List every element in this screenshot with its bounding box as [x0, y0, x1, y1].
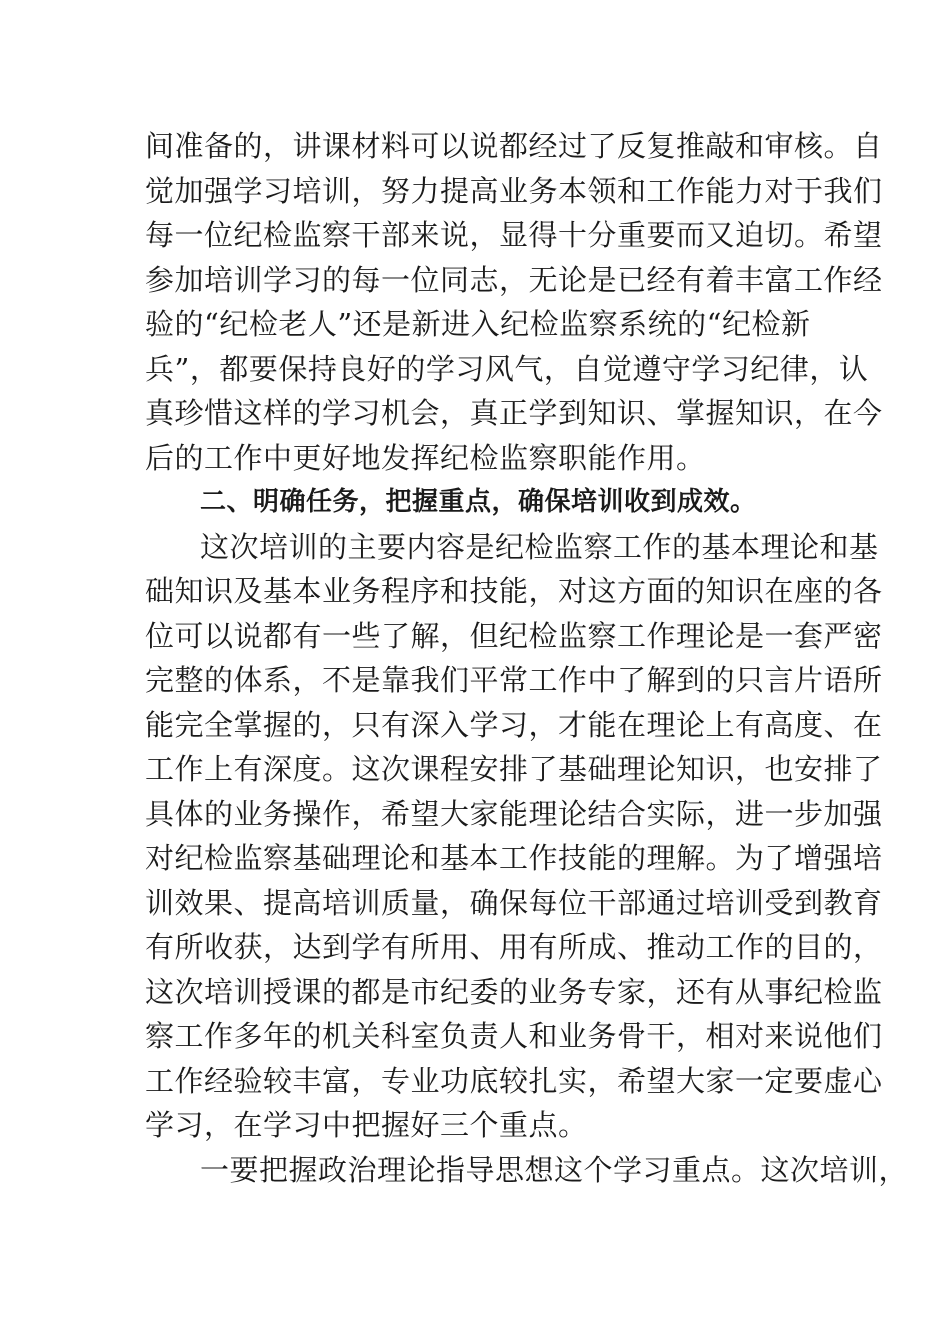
body-text-line: 后的工作中更好地发挥纪检监察职能作用。: [145, 440, 706, 475]
body-text-line: 有所收获，达到学有所用、用有所成、推动工作的目的，: [145, 930, 883, 964]
body-text-line: 具体的业务操作，希望大家能理论结合实际，进一步加强: [145, 796, 883, 831]
body-text-line: 验的“纪检老人”还是新进入纪检监察系统的“纪检新: [145, 307, 811, 341]
body-text-line: 学习，在学习中把握好三个重点。: [145, 1108, 588, 1142]
section-heading: 二、明确任务，把握重点，确保培训收到成效。: [200, 487, 757, 517]
body-text-line: 间准备的，讲课材料可以说都经过了反复推敲和审核。自: [145, 129, 883, 163]
body-text-line: 这次培训授课的都是市纪委的业务专家，还有从事纪检监: [145, 974, 883, 1009]
body-text-line: 每一位纪检监察干部来说，显得十分重要而又迫切。希望: [145, 218, 883, 252]
body-text-line: 参加培训学习的每一位同志，无论是已经有着丰富工作经: [145, 262, 883, 297]
body-text-line: 真珍惜这样的学习机会，真正学到知识、掌握知识，在今: [145, 396, 883, 430]
body-text-line: 工作经验较丰富，专业功底较扎实，希望大家一定要虚心: [145, 1063, 883, 1098]
body-text-line: 工作上有深度。这次课程安排了基础理论知识，也安排了: [145, 752, 883, 786]
body-text-line: 位可以说都有一些了解，但纪检监察工作理论是一套严密: [145, 618, 883, 653]
paragraph-first-line: 这次培训的主要内容是纪检监察工作的基本理论和基: [200, 529, 879, 564]
body-text-line: 训效果、提高培训质量，确保每位干部通过培训受到教育: [145, 885, 883, 920]
body-text-line: 对纪检监察基础理论和基本工作技能的理解。为了增强培: [145, 841, 883, 875]
body-text-line: 础知识及基本业务程序和技能，对这方面的知识在座的各: [145, 574, 883, 608]
body-text-line: 完整的体系，不是靠我们平常工作中了解到的只言片语所: [145, 663, 883, 697]
body-text-line: 察工作多年的机关科室负责人和业务骨干，相对来说他们: [145, 1019, 883, 1053]
body-text-line: 兵”，都要保持良好的学习风气，自觉遵守学习纪律，认: [145, 351, 869, 386]
body-text-line: 觉加强学习培训，努力提高业务本领和工作能力对于我们: [145, 173, 883, 208]
paragraph-first-line: 一要把握政治理论指导思想这个学习重点。这次培训，: [200, 1152, 909, 1187]
body-text-line: 能完全掌握的，只有深入学习，才能在理论上有高度、在: [145, 707, 883, 742]
